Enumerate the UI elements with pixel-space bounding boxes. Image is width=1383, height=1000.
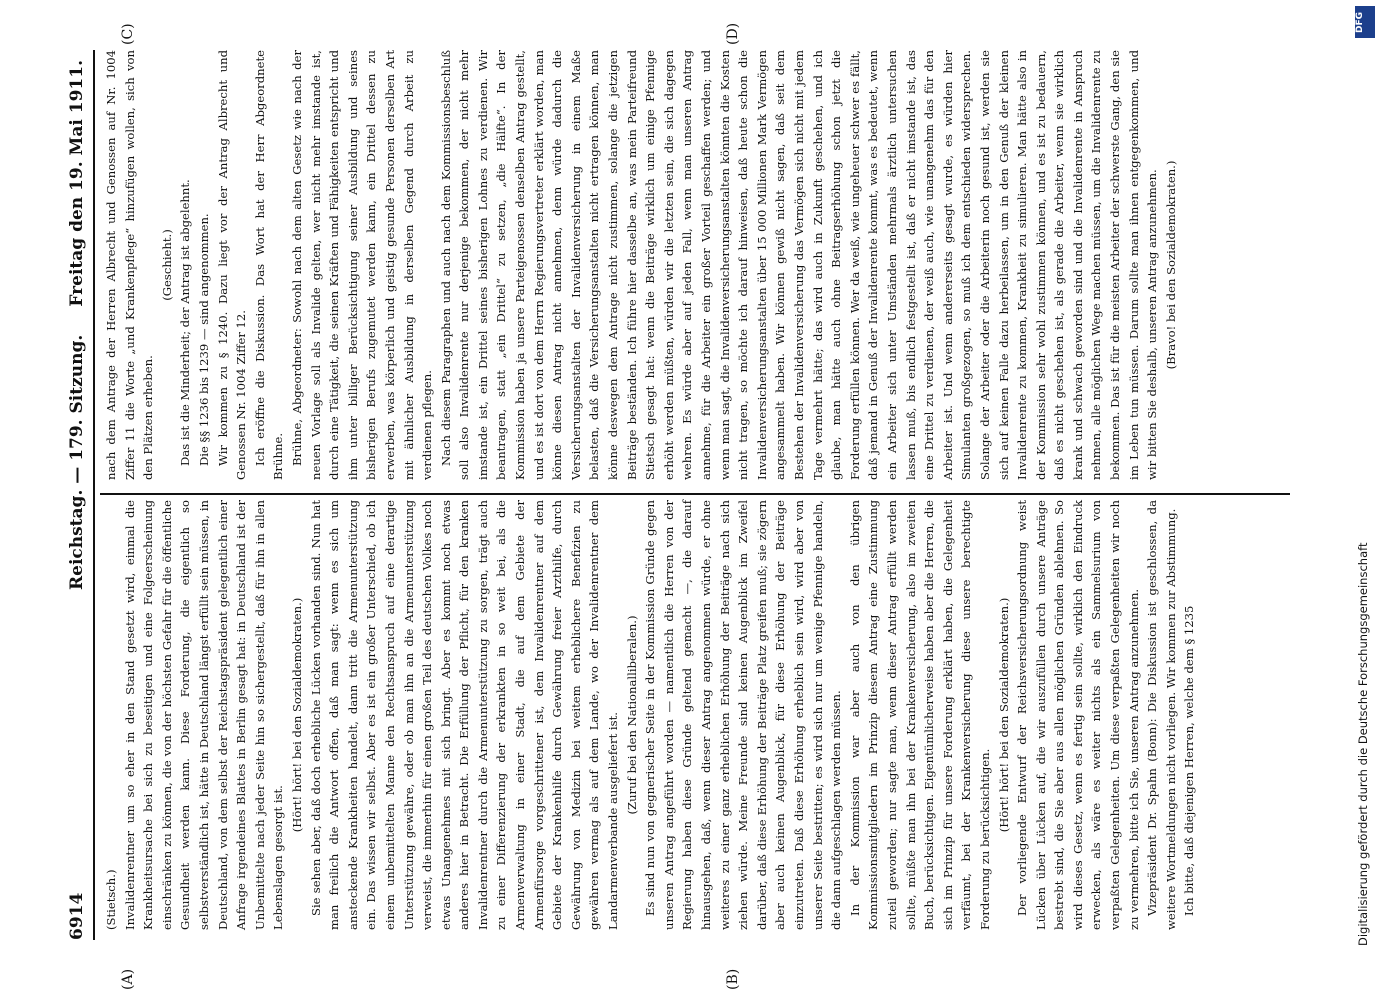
margin-marker-d: (D)	[725, 22, 741, 45]
paragraph: Die §§ 1236 bis 1239 — sind angenommen.	[196, 213, 211, 466]
margin-marker-c: (C)	[120, 23, 136, 45]
page-header	[65, 60, 95, 940]
paragraph: Brühne, Abgeordneter: Sowohl nach dem alten Gesetz wie nach der neuen Vorlage soll als Invalide gelten, wer nicht mehr imstande ist, durch eine Tätigkeit, die seinen Kräften und Fähigkeiten entspricht und ihm unter billiger Berücksichtigung seiner Ausbildung und seines bisherigen Berufs zugemutet werden kann, ein Drittel dessen zu erwerben, was körperlich und geistig gesunde Personen derselben Art mit ähnlicher Ausbildung in derselben Gegend durch Arbeit zu verdienen pflegen.	[289, 50, 435, 480]
margin-marker-a: (A)	[120, 968, 136, 990]
paragraph: Der vorliegende Entwurf der Reichsversicherungsordnung weist Lücken über Lücken auf, die wir auszufüllen durch unsere Anträge bestrebt sind, die Sie aber aus allen möglichen Gründen ablehnen. So wird dieses Gesetz, wenn es fertig sein sollte, wirklich den Eindruck erwecken, als wäre es weiter nichts als ein Sammelsurium von verpaßten Gelegenheiten. Um diese verpaßten Gelegenheiten wir noch zu vermehren, bitte ich Sie, unseren Antrag anzunehmen.	[1015, 500, 1141, 930]
paragraph: nach dem Antrage der Herren Albrecht und Genossen auf Nr. 1004 Ziffer 11 die Worte „und Krankenpflege“ hinzufügen wollen, sich von den Plätzen erheben.	[104, 50, 156, 480]
interjection: (Bravo! bei den Sozialdemokraten.)	[1163, 160, 1178, 370]
paragraph: In der Kommission war aber auch von den übrigen Kommissionsmitgliedern im Prinzip diesem Antrag eine Zustimmung zuteil geworden; nur sagte man, wenn dieser Antrag erfüllt werden sollte, müßte man ihn bei der Krankenversicherung, also im zweiten Buch, berücksichtigen. Eigentümlicherweise haben aber die Herren, die sich im Prinzip für unsere Forderung erklärt haben, die Gelegenheit verfäumt, bei der Krankenversicherung diese unsere berechtigte Forderung zu berücksichtigen.	[847, 500, 992, 930]
interjection: (Hört! hört! bei den Sozialdemokraten.)	[289, 597, 304, 833]
interjection: (Zuruf bei den Nationalliberalen.)	[624, 615, 639, 815]
paragraph: Sie sehen aber, daß doch erhebliche Lücken vorhanden sind. Nun hat man freilich die Antwort offen, daß man sagt: wenn es sich um ansteckende Krankheiten handelt, dann tritt die Armenunterstützung ein. Das wissen wir selbst. Aber es ist ein großer Unterschied, ob ich einem unbemittelten Manne den Rechtsanspruch auf eine derartige Unterstützung gewähre, oder ob man ihn an die Armenunterstützung verweist, die immerhin für einen großen Teil des deutschen Volkes noch etwas Unangenehmes mit sich bringt. Aber es kommt noch etwas anderes hier in Betracht. Die Erfüllung der Pflicht, für den kranken Invalidenrentner durch die Armenunterstützung zu sorgen, trägt auch zu einer Differenzierung der erkrankten in so weit bei, als die Armenverwaltung in einer Stadt, die auf dem Gebiete der Armenfürsorge vorgeschrittener ist, dem Invalidenrentner auf dem Gebiete der Krankenhilfe durch Gewährung freier Arzthilfe, durch Gewährung von Medizin bei weitem erheblichere Benefizien zu gewähren vermag als auf dem Lande, wo der Invalidenrentner dem Landarmenverbande ausgeliefert ist.	[308, 500, 621, 930]
dfg-logo: DFG	[1355, 6, 1375, 38]
left-column	[102, 500, 1199, 930]
paragraph: Vizepräsident Dr. Spahn (Bonn): Die Diskussion ist geschlossen, da weitere Wortmeldungen nicht vorliegen. Wir kommen zur Abstimmung.	[1145, 500, 1178, 930]
column-divider	[100, 493, 1290, 495]
margin-marker-b: (B)	[725, 968, 741, 990]
header-rule	[93, 50, 95, 940]
right-column	[102, 50, 1180, 480]
session-title: Reichstag. — 179. Sitzung.	[67, 334, 87, 590]
paragraph: Es sind nun von gegnerischer Seite in der Kommission Gründe gegen unseren Antrag angeführt worden — namentlich die Herren von der Regierung haben diese Gründe geltend gemacht —, die darauf hinausgehen, daß, wenn dieser Antrag angenommen würde, er ohne weiteres zu einer ganz erheblichen Erhöhung der Beiträge nach sich ziehen würde. Meine Freunde sind keinen Augenblick im Zweifel darüber, daß diese Erhöhung der Beiträge Platz greifen muß; sie zögern aber auch keinen Augenblick, für diese Erhöhung der Beiträge einzutreten. Daß diese Erhöhung erheblich sein wird, wird aber von unserer Seite bestritten; es wird sich nur um wenige Pfennige handeln, die dann aufgeschlagen werden müssen.	[643, 500, 844, 930]
interjection: (Hört! hört! bei den Sozialdemokraten.)	[996, 597, 1011, 833]
paragraph: Das ist die Minderheit; der Antrag ist abgelehnt.	[178, 179, 193, 466]
interjection: (Geschieht.)	[159, 229, 174, 301]
rotated-document-page	[60, 0, 1305, 1000]
page-number: 6914	[67, 892, 87, 940]
paragraph: Ich eröffne die Diskussion. Das Wort hat der Herr Abgeordnete Brühne.	[252, 50, 286, 480]
speaker-tag: (Stietsch.)	[104, 869, 118, 930]
paragraph: Nach diesem Paragraphen und auch nach dem Kommissionsbeschluß soll also Invalidenrente nur derjenige bekommen, der nicht mehr imstande ist, ein Drittel seines bisherigen Lohnes zu verdienen. Wir beantragen, statt „ein Drittel“ zu setzen, „die Hälfte“. In der Kommission haben ja unsere Parteigenossen denselben Antrag gestellt, und es ist dort von dem Herrn Regierungsvertreter erklärt worden, man könne diesen Antrag nicht annehmen, denn würde dadurch die Versicherungsanstalten der Invalidenversicherung in einem Maße belasten, daß die Versicherungsanstalten nicht ertragen können, man könne deswegen dem Antrage nicht zustimmen, solange die jetzigen Beiträge beständen. Ich führe hier dasselbe an, was mein Parteifreund Stietsch gesagt hat: wenn die Beiträge wirklich um einige Pfennige erhöht werden müßten, würden wir die letzten sein, die sich dagegen wehren. Es würde aber auf jeden Fall, wenn man unseren Antrag annehme, für die Arbeiter ein großer Vorteil geschaffen werden; und wenn man sagt, die Invalidenversicherungsanstalten könnten die Kosten nicht tragen, so möchte ich darauf hinweisen, daß heute schon die Invalidenversicherungsanstalten über 15 000 Millionen Mark Vermögen angesammelt haben. Wir können gewiß nicht sagen, daß seit dem Bestehen der Invalidenversicherung das Vermögen sich nicht mit jedem Tage vermehrt hätte; das wird auch in Zukunft geschehen, und ich glaube, man hätte auch ohne Beitragserhöhung schon jetzt die Forderung erfüllen können. Wer da weiß, wie ungeheuer schwer es fällt, daß jemand in Genuß der Invalidenrente kommt, was es bedeutet, wenn ein Arbeiter sich unter Umständen mehrmals ärztlich untersuchen lassen muß, bis endlich festgestellt ist, daß er nicht imstande ist, das eine Drittel zu verdienen, der weiß auch, wie unangenehm das für den Arbeiter ist. Und wenn andererseits gesagt wurde, es würden hier Simulanten großgezogen, so muß ich dem entschieden widersprechen. Solange der Arbeiter oder die Arbeiterin noch gesund ist, werden sie sich auf keinen Falle dazu herbeilassen, um in den Genuß der kleinen Invalidenrente zu kommen, Krankheit zu simulieren. Man hätte also in der Kommission sehr wohl zustimmen können, und es ist zu bedauern, daß es nicht geschehen ist, als gerade die Arbeiter, wenn sie wirklich krank und schwach geworden sind und die Invalidenrente in Anspruch nehmen, alle möglichen Wege machen müssen, um die Invalidenrente zu bekommen. Das ist für die meisten Arbeiter der schwerste Gang, den sie im Leben tun müssen. Darum sollte man ihnen entgegenkommen, und wir bitten Sie deshalb, unseren Antrag anzunehmen.	[438, 50, 1160, 480]
paragraph: Ich bitte, daß diejenigen Herren, welche dem § 1235	[1182, 605, 1197, 916]
session-date: Freitag den 19. Mai 1911.	[67, 60, 87, 307]
paragraph: Invalidenrentner um so eher in den Stand gesetzt wird, einmal die Krankheitsursache bei sich zu beseitigen und eine Folgeerscheinung einschränken zu können, die von der höchsten Gefahr für die öffentliche Gesundheit werden kann. Diese Forderung, die eigentlich so selbstverständlich ist, hätte in Deutschland längst erfüllt sein müssen, in Deutschland, von dem selbst der Reichstagspräsident gelegentlich einer Anfrage irgendeines Blattes in Berlin gesagt hat: in Deutschland ist der Unbemittelte nach jeder Seite hin so sichergestellt, daß für ihn in allen Lebenslagen gesorgt ist.	[122, 500, 286, 930]
paragraph: Wir kommen zu § 1240. Dazu liegt vor der Antrag Albrecht und Genossen Nr. 1004 Ziffer 12.	[215, 50, 249, 480]
digitization-note: Digitalisierung gefördert durch die Deutsche Forschungsgemeinschaft	[1356, 542, 1370, 946]
